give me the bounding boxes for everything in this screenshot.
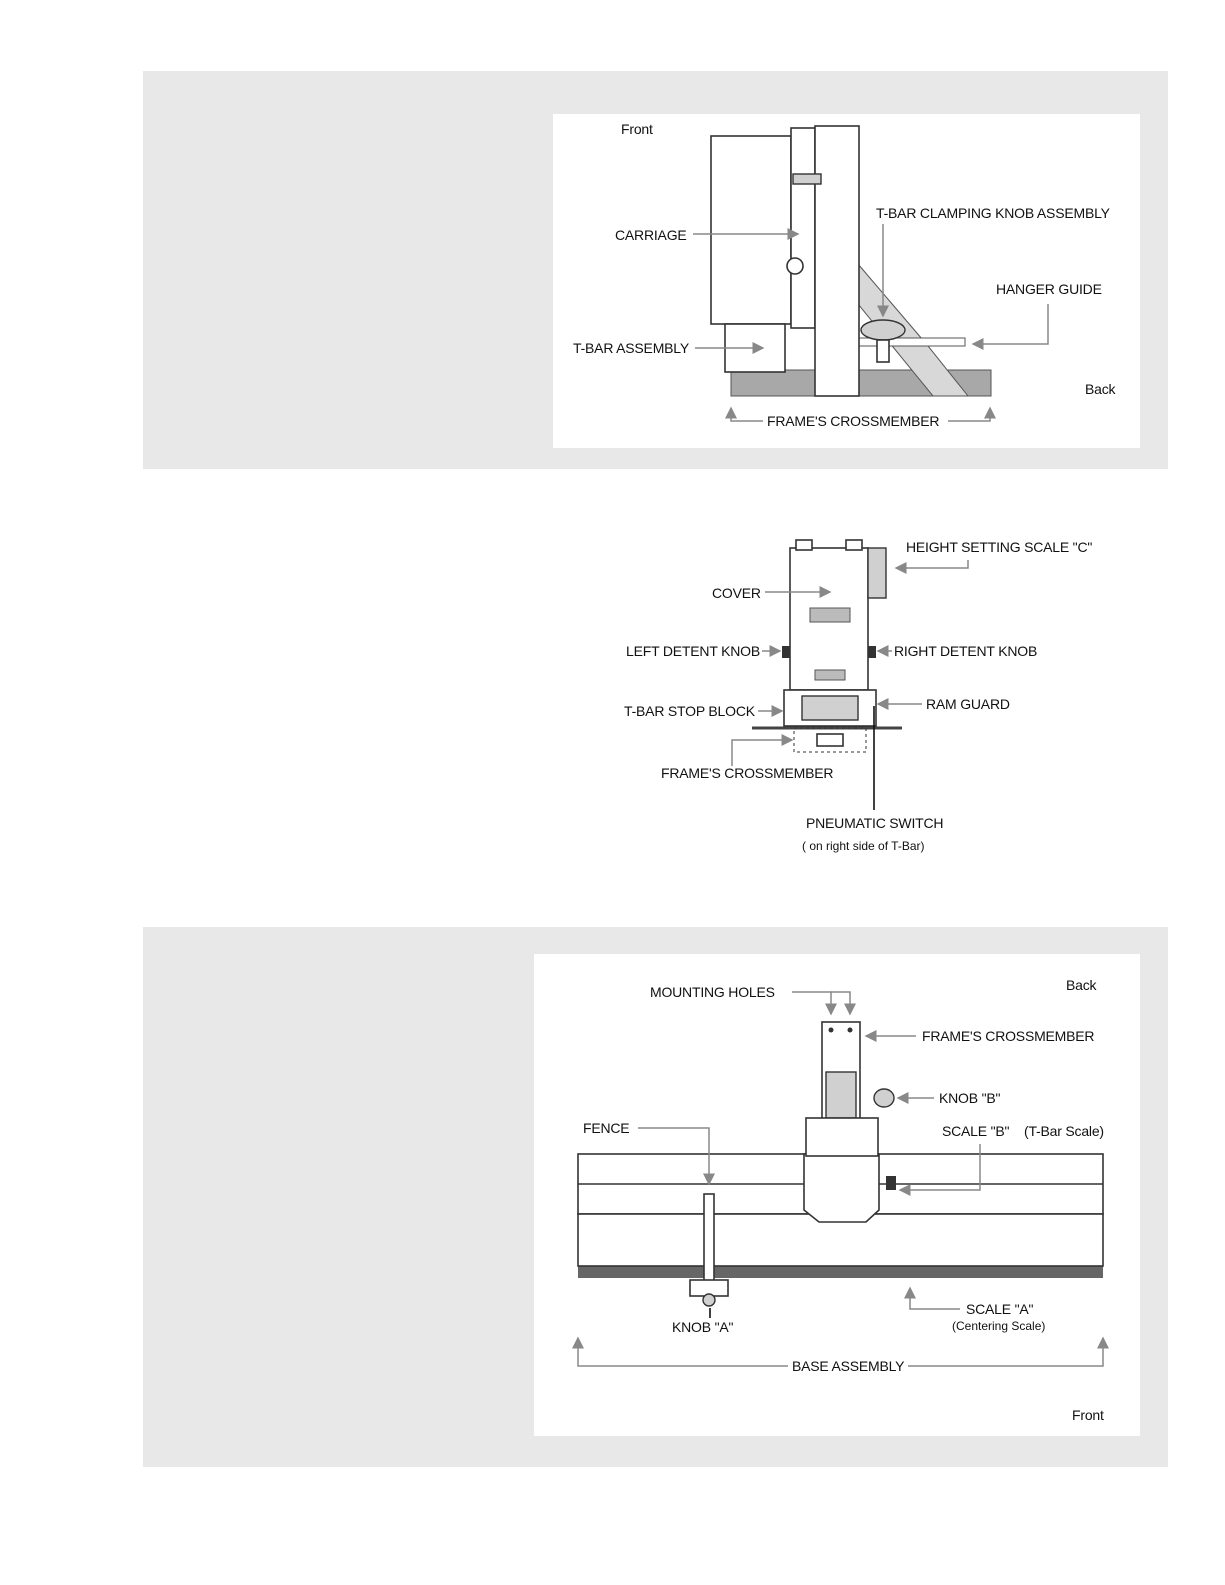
hanger-guide-label: HANGER GUIDE (996, 281, 1102, 297)
mounting-holes-label: MOUNTING HOLES (650, 984, 775, 1000)
scale-a-label: SCALE "A" (966, 1301, 1034, 1317)
scale-b-note: (T-Bar Scale) (1024, 1123, 1104, 1139)
crossmember-label: FRAME'S CROSSMEMBER (767, 413, 940, 429)
left-detent-knob (782, 646, 790, 658)
front-orientation-label: Front (621, 121, 653, 137)
frame-column (815, 126, 859, 396)
back-orientation-label: Back (1085, 381, 1116, 397)
scale-a-strip (578, 1266, 1103, 1278)
crossmember-right-leader (948, 408, 990, 421)
carriage-top (826, 1072, 856, 1118)
cover-logo (810, 608, 850, 622)
base-assembly-right-leader (908, 1338, 1103, 1366)
base-assembly-label: BASE ASSEMBLY (792, 1358, 905, 1374)
clamp-plate (793, 174, 821, 184)
fence-label: FENCE (583, 1120, 630, 1136)
height-scale-strip (868, 548, 886, 598)
tbar-head (804, 1154, 879, 1222)
clamping-knob-label: T-BAR CLAMPING KNOB ASSEMBLY (876, 205, 1110, 221)
carriage-rail (791, 128, 815, 328)
mounting-holes-leader-2 (831, 992, 850, 1014)
stop-block-label: T-BAR STOP BLOCK (624, 703, 755, 719)
left-detent-knob-label: LEFT DETENT KNOB (626, 643, 760, 659)
crossmember-leader-2 (732, 740, 792, 766)
scale-b-label: SCALE "B" (942, 1123, 1010, 1139)
tbar-housing (806, 1118, 878, 1156)
carriage-hole (787, 258, 803, 274)
scale-b-marker (886, 1176, 896, 1190)
tbar-assembly-label: T-BAR ASSEMBLY (573, 340, 689, 356)
stop-block-inner (802, 696, 858, 720)
hanger-guide-leader (973, 304, 1048, 344)
right-detent-knob (868, 646, 876, 658)
ram-guard-label: RAM GUARD (926, 696, 1010, 712)
crossmember-label-2: FRAME'S CROSSMEMBER (661, 765, 834, 781)
clamping-knob-stem (877, 340, 889, 362)
base-top-view-figure (534, 954, 1140, 1436)
front-orientation-label-3: Front (1072, 1407, 1104, 1423)
back-orientation-label-3: Back (1066, 977, 1097, 993)
base-assembly-left-leader (578, 1338, 788, 1366)
cover-top-right (846, 540, 862, 550)
mounting-hole-left (829, 1028, 834, 1033)
pneumatic-switch-note: ( on right side of T-Bar) (802, 839, 925, 853)
clamping-knob (861, 320, 905, 340)
crossmember-left-leader (731, 408, 763, 421)
knob-b-shape (874, 1089, 894, 1107)
cover-label: COVER (712, 585, 761, 601)
pneumatic-switch-label: PNEUMATIC SWITCH (806, 815, 944, 831)
carriage-front-view-figure (612, 528, 1112, 862)
fence-bar (704, 1194, 714, 1290)
mounting-hole-right (848, 1028, 853, 1033)
height-scale-leader (896, 560, 968, 568)
knob-a-label: KNOB "A" (672, 1319, 734, 1335)
hanger-rod (853, 338, 965, 346)
right-detent-knob-label: RIGHT DETENT KNOB (894, 643, 1038, 659)
height-scale-label: HEIGHT SETTING SCALE "C" (906, 539, 1093, 555)
crossmember-slot (817, 734, 843, 746)
cover-top-left (796, 540, 812, 550)
crossmember-label-3: FRAME'S CROSSMEMBER (922, 1028, 1095, 1044)
carriage-label: CARRIAGE (615, 227, 687, 243)
mounting-holes-leader-1 (792, 992, 831, 1014)
knob-b-label: KNOB "B" (939, 1090, 1001, 1106)
carriage-body (711, 136, 791, 324)
scale-a-note: (Centering Scale) (952, 1319, 1046, 1333)
carriage-side-view-figure (553, 114, 1140, 448)
scale-a-leader (910, 1288, 960, 1309)
cover-badge (815, 670, 845, 680)
knob-a-shape (703, 1294, 715, 1306)
